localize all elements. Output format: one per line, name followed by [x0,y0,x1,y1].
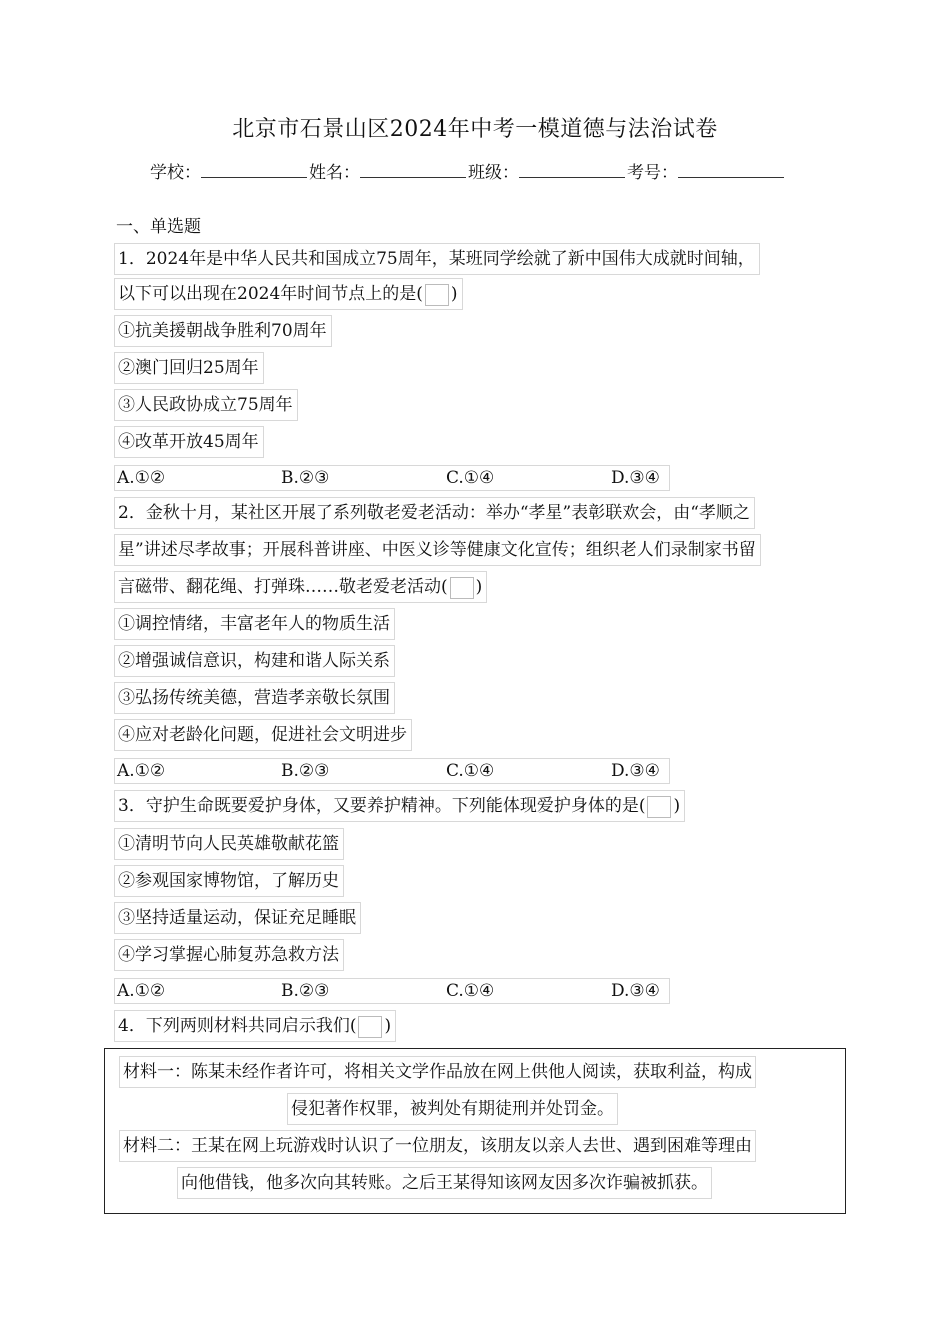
q3-option-d[interactable]: D.③④ [611,981,660,1001]
q2-item-2: ②增强诚信意识，构建和谐人际关系 [114,645,395,677]
q2-option-d[interactable]: D.③④ [611,761,660,781]
q3-option-c[interactable]: C.①④ [446,981,495,1001]
q2-option-a[interactable]: A.①② [117,761,166,781]
q2-stem-text-2: 星”讲述尽孝故事；开展科普讲座、中医义诊等健康文化宣传；组织老人们录制家书留 [118,540,756,560]
class-label: 班级： [468,163,519,183]
q3-item-2: ②参观国家博物馆，了解历史 [114,865,344,897]
q2-options [114,758,670,784]
q3-item-4: ④学习掌握心肺复苏急救方法 [114,939,344,971]
q1-item-4: ④改革开放45周年 [114,426,264,458]
q2-option-c[interactable]: C.①④ [446,761,495,781]
q1-item-1: ①抗美援朝战争胜利70周年 [114,315,332,347]
q2-item-1: ①调控情绪，丰富老年人的物质生活 [114,608,395,640]
school-label: 学校： [150,163,201,183]
q3-answer-blank[interactable] [647,796,671,818]
q3-option-b[interactable]: B.②③ [281,981,330,1001]
school-blank[interactable] [201,159,307,178]
q1-option-a[interactable]: A.①② [117,468,166,488]
q3-option-a[interactable]: A.①② [117,981,166,1001]
q1-option-c[interactable]: C.①④ [446,468,495,488]
q3-options [114,978,670,1004]
exam-number-blank[interactable] [678,159,784,178]
name-blank[interactable] [360,159,466,178]
q2-stem-line-3 [114,571,487,603]
material-1-line-2: 侵犯著作权罪，被判处有期徒刑并处罚金。 [287,1093,618,1125]
q1-item-3: ③人民政协成立75周年 [114,389,298,421]
q1-stem-line-1 [114,243,760,275]
q2-stem-line-1 [114,497,755,529]
q4-answer-blank[interactable] [358,1016,382,1038]
q4-stem-end: ) [384,1016,392,1036]
q1-item-2: ②澳门回归25周年 [114,352,264,384]
q3-stem-text-1: 3．守护生命既要爱护身体，又要养护精神。下列能体现爱护身体的是( [118,796,646,816]
q2-item-3: ③弘扬传统美德，营造孝亲敬长氛围 [114,682,395,714]
q3-stem-line-1 [114,790,685,822]
material-2-line-2: 向他借钱，他多次向其转账。之后王某得知该网友因多次诈骗被抓获。 [177,1167,712,1199]
q3-item-3: ③坚持适量运动，保证充足睡眠 [114,902,361,934]
q4-stem-text-1: 4．下列两则材料共同启示我们( [118,1016,357,1036]
class-blank[interactable] [519,159,625,178]
q3-item-1: ①清明节向人民英雄敬献花篮 [114,828,344,860]
q1-option-d[interactable]: D.③④ [611,468,660,488]
section-heading: 一、单选题 [116,217,201,237]
q2-stem-end: ) [475,577,483,597]
q1-option-b[interactable]: B.②③ [281,468,330,488]
q4-stem-line-1 [114,1010,396,1042]
q1-options [114,465,670,491]
q2-item-4: ④应对老龄化问题，促进社会文明进步 [114,719,412,751]
q1-stem-text-2: 以下可以出现在2024年时间节点上的是( [118,284,423,304]
q1-stem-text-1: 1．2024年是中华人民共和国成立75周年，某班同学绘就了新中国伟大成就时间轴， [118,249,755,269]
student-info-line [150,158,786,183]
materials-box [104,1048,846,1214]
name-label: 姓名： [309,163,360,183]
q2-stem-text-3: 言磁带、翻花绳、打弹珠……敬老爱老活动( [118,577,448,597]
exam-number-label: 考号： [627,163,678,183]
q2-stem-line-2 [114,534,761,566]
q3-stem-end: ) [673,796,681,816]
material-1-line-1: 材料一：陈某未经作者许可，将相关文学作品放在网上供他人阅读，获取利益，构成 [119,1056,756,1088]
material-2-line-1: 材料二：王某在网上玩游戏时认识了一位朋友，该朋友以亲人去世、遇到困难等理由 [119,1130,756,1162]
q2-answer-blank[interactable] [450,577,474,599]
page-title: 北京市石景山区2024年中考一模道德与法治试卷 [232,117,718,142]
q1-stem-line-2 [114,278,463,310]
q1-answer-blank[interactable] [425,284,449,306]
q1-stem-end: ) [450,284,458,304]
q2-option-b[interactable]: B.②③ [281,761,330,781]
q2-stem-text-1: 2．金秋十月，某社区开展了系列敬老爱老活动：举办“孝星”表彰联欢会，由“孝顺之 [118,503,750,523]
